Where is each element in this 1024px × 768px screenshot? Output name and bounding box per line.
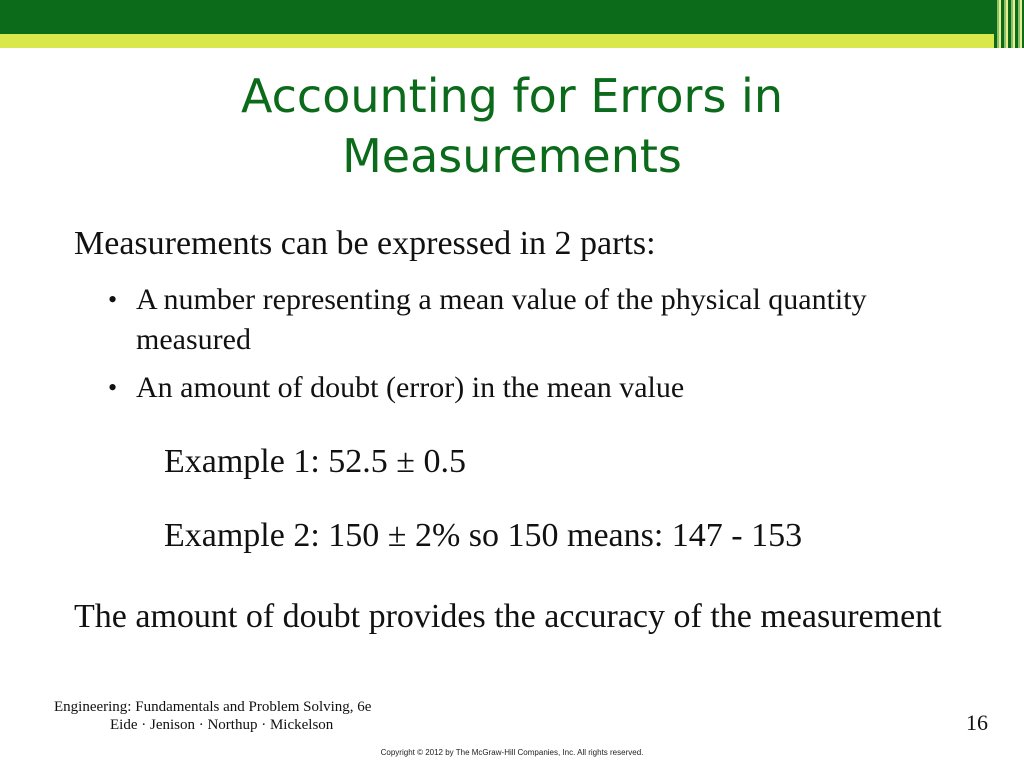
bullet-marker: • — [108, 285, 118, 314]
header-bar-yellow — [0, 34, 1024, 48]
footer-book-title: Engineering: Fundamentals and Problem Solving, 6e — [54, 699, 372, 715]
footer-book-info — [54, 698, 371, 734]
bullet-text: An amount of doubt (error) in the mean value — [136, 371, 685, 404]
header-bar-green — [0, 0, 1024, 34]
slide-title-line-1: Accounting for Errors in — [240, 69, 783, 123]
bullet-list — [108, 280, 908, 416]
copyright-notice: Copyright © 2012 by The McGraw-Hill Companies, Inc. All rights reserved. — [380, 748, 644, 757]
example-1: Example 1: 52.5 ± 0.5 — [164, 443, 466, 480]
slide-title-line-2: Measurements — [342, 129, 682, 183]
header-stripe-decoration — [994, 0, 1024, 48]
closing-text: The amount of doubt provides the accuracy of the measurement — [74, 598, 942, 635]
example-2: Example 2: 150 ± 2% so 150 means: 147 - 153 — [164, 517, 803, 554]
bullet-item — [108, 368, 908, 408]
page-number: 16 — [966, 710, 988, 735]
bullet-marker: • — [108, 373, 118, 402]
bullet-item — [108, 280, 908, 360]
bullet-text: A number representing a mean value of the physical quantity measured — [136, 283, 867, 356]
intro-text: Measurements can be expressed in 2 parts: — [74, 225, 656, 262]
slide-title — [0, 66, 1024, 186]
footer-authors: Eide · Jenison · Northup · Mickelson — [110, 717, 334, 733]
